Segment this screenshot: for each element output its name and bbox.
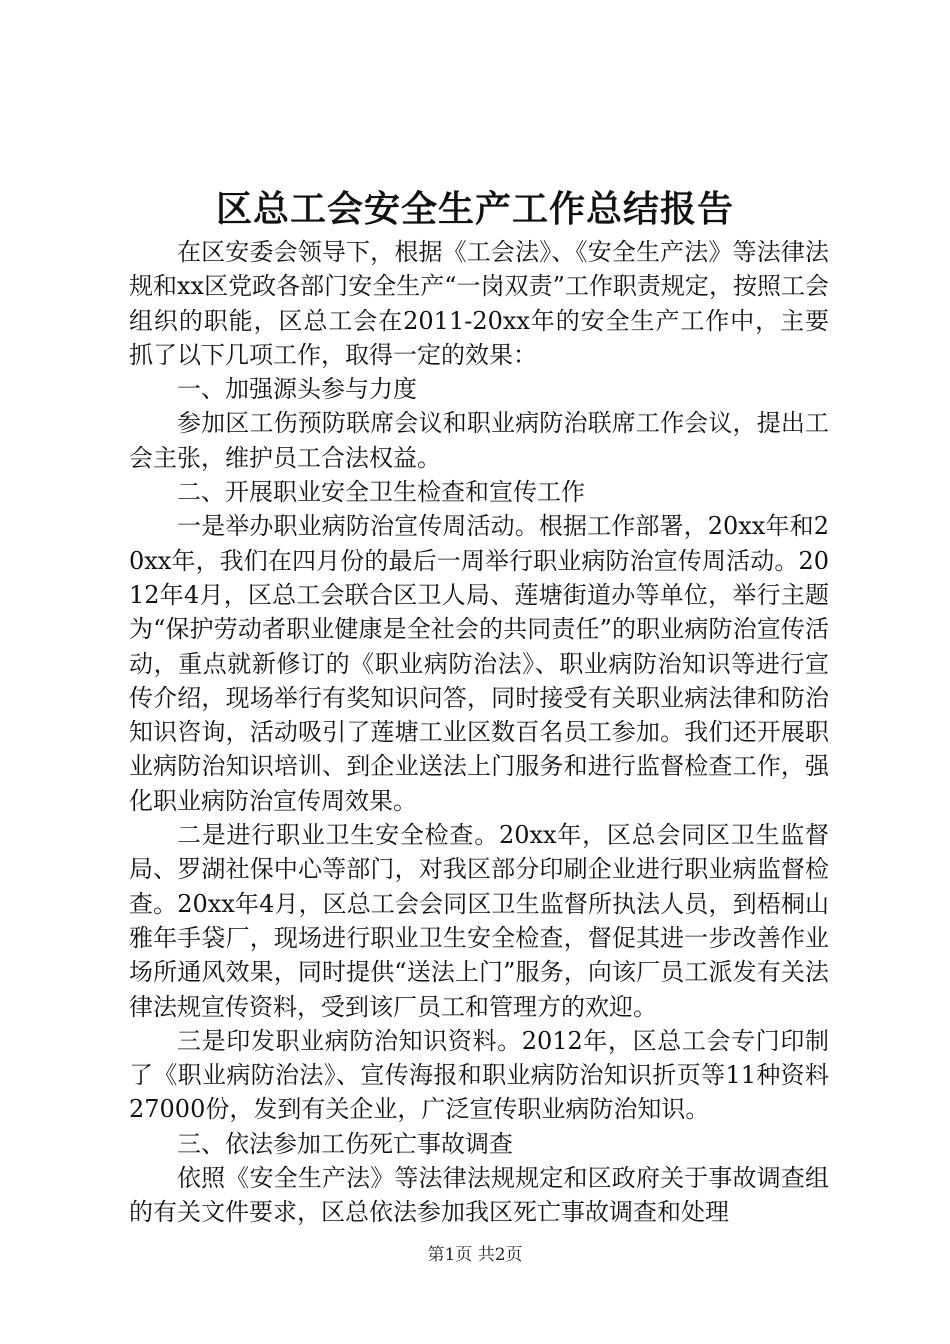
section-heading-1: 一、加强源头参与力度	[177, 375, 417, 404]
paragraph-intro: 在区安委会领导下，根据《工会法》、《安全生产法》等法律法规和xx区党政各部门安全生产“一岗双责”工作职责规定，按照工会组织的职能，区总工会在2011-20xx年的安全生产工作中，主要抓了以下几项工作，取得一定的效果：	[129, 238, 829, 369]
document-body	[129, 235, 829, 1230]
page-number-footer: 第1页 共2页	[427, 1245, 523, 1265]
paragraph-safety-inspection: 二是进行职业卫生安全检查。20xx年，区总会同区卫生监督局、罗湖社保中心等部门，对我区部分印刷企业进行职业病监督检查。20xx年4月，区总工会会同区卫生监督所执法人员，到梧桐山雅年手袋厂，现场进行职业卫生安全检查，督促其进一步改善作业场所通风效果，同时提供“送法上门”服务，向该厂员工派发有关法律法规宣传资料，受到该厂员工和管理方的欢迎。	[129, 821, 829, 1021]
page-title: 区总工会安全生产工作总结报告	[215, 188, 734, 230]
paragraph-section-1: 参加区工伤预防联席会议和职业病防治联席工作会议，提出工会主张，维护员工合法权益。	[129, 409, 829, 472]
section-heading-3: 三、依法参加工伤死亡事故调查	[177, 1129, 513, 1158]
paragraph-accident-investigation: 依照《安全生产法》等法律法规规定和区政府关于事故调查组的有关文件要求，区总依法参加我区死亡事故调查和处理	[129, 1164, 829, 1227]
section-heading-2: 二、开展职业安全卫生检查和宣传工作	[177, 478, 585, 507]
paragraph-publicity-week: 一是举办职业病防治宣传周活动。根据工作部署，20xx年和20xx年，我们在四月份的最后一周举行职业病防治宣传周活动。2012年4月，区总工会联合区卫人局、莲塘街道办等单位，举行主题为“保护劳动者职业健康是全社会的共同责任”的职业病防治宣传活动，重点就新修订的《职业病防治法》、职业病防治知识等进行宣传介绍，现场举行有奖知识问答，同时接受有关职业病法律和防治知识咨询，活动吸引了莲塘工业区数百名员工参加。我们还开展职业病防治知识培训、到企业送法上门服务和进行监督检查工作，强化职业病防治宣传周效果。	[129, 512, 829, 815]
paragraph-materials: 三是印发职业病防治知识资料。2012年，区总工会专门印制了《职业病防治法》、宣传海报和职业病防治知识折页等11种资料27000份，发到有关企业，广泛宣传职业病防治知识。	[129, 1026, 829, 1124]
